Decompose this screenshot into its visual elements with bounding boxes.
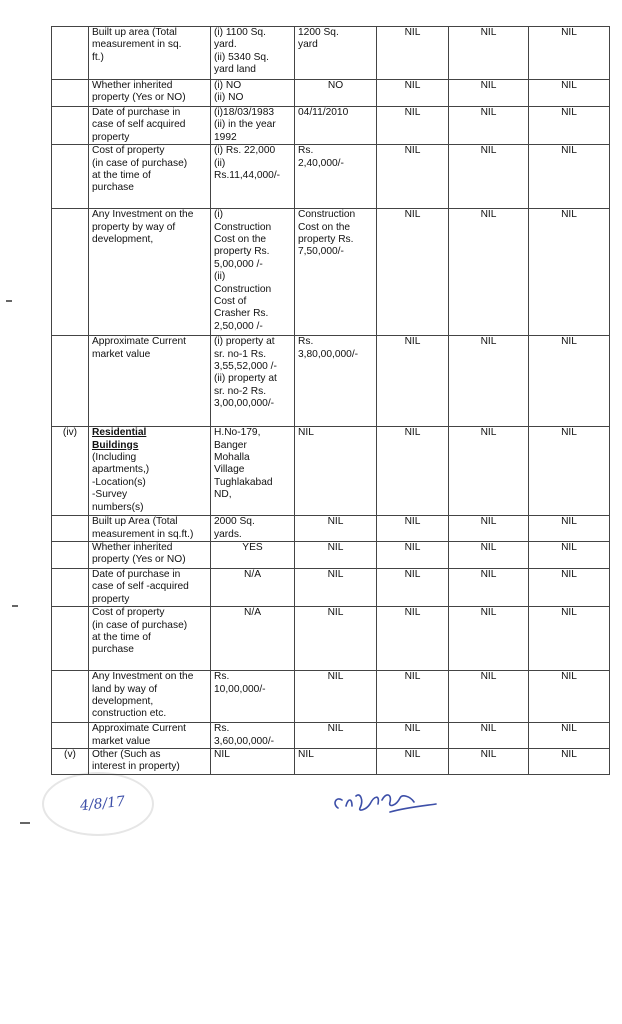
serial-cell xyxy=(52,107,89,145)
dependent-value-cell: NIL xyxy=(529,516,610,542)
value-cell-self xyxy=(211,80,295,107)
value-cell-self xyxy=(211,542,295,569)
dependent-value-cell: NIL xyxy=(377,27,449,80)
description-cell-line: construction etc. xyxy=(92,708,167,720)
dependent-value-cell: NIL xyxy=(529,427,610,516)
value-cell-self xyxy=(211,723,295,749)
dependent-value-cell: NIL xyxy=(529,27,610,80)
value-cell-self-line: Village xyxy=(214,464,245,476)
value-cell-spouse-line: Construction xyxy=(298,209,356,221)
description-cell-line: market value xyxy=(92,735,151,747)
serial-cell xyxy=(52,569,89,607)
value-cell-spouse-line: NIL xyxy=(298,427,314,439)
value-cell-self-line: (i) property at xyxy=(214,336,275,348)
serial-cell xyxy=(52,80,89,107)
value-cell-spouse-line: Rs. xyxy=(298,145,314,157)
value-cell-self-line: yard land xyxy=(214,64,256,76)
value-cell-spouse-line: yard xyxy=(298,39,318,51)
table-row xyxy=(52,749,610,775)
serial-cell xyxy=(52,209,89,336)
description-cell-line: Built up area (Total xyxy=(92,27,177,38)
value-cell-self-line: (ii) 5340 Sq. xyxy=(214,51,269,63)
dependent-value-cell: NIL xyxy=(377,209,449,336)
value-cell-spouse xyxy=(295,569,377,607)
dependent-value-cell: NIL xyxy=(449,542,529,569)
description-cell xyxy=(89,723,211,749)
dependent-value-cell: NIL xyxy=(449,336,529,427)
value-cell-spouse xyxy=(295,427,377,516)
serial-cell xyxy=(52,145,89,209)
section-heading: Residential xyxy=(92,427,147,439)
description-cell-line: Any Investment on the xyxy=(92,671,194,683)
value-cell-self-line: sr. no-1 Rs. xyxy=(214,348,267,360)
value-cell-spouse-line: 3,80,00,000/- xyxy=(298,348,359,360)
value-cell-self-line: ND, xyxy=(214,489,232,501)
value-cell-self xyxy=(211,569,295,607)
serial-cell xyxy=(52,723,89,749)
description-cell-line: case of self -acquired xyxy=(92,581,189,593)
description-cell xyxy=(89,336,211,427)
description-cell-line: Built up Area (Total xyxy=(92,516,178,528)
dependent-value-cell: NIL xyxy=(449,607,529,671)
dependent-value-cell: NIL xyxy=(377,569,449,607)
value-cell-self-line: (i) NO xyxy=(214,80,242,91)
description-cell-line: market value xyxy=(92,348,151,360)
serial-cell: (v) xyxy=(52,749,89,775)
description-cell-line: Whether inherited xyxy=(92,542,173,554)
value-cell-self-line: 5,00,000 /- xyxy=(214,258,263,270)
serial-cell xyxy=(52,671,89,723)
value-cell-self-line: (i) 1100 Sq. xyxy=(214,27,266,38)
serial-cell xyxy=(52,27,89,80)
table-row xyxy=(52,542,610,569)
value-cell-self xyxy=(211,209,295,336)
description-cell xyxy=(89,749,211,775)
description-cell-line: development, xyxy=(92,234,154,246)
description-cell xyxy=(89,107,211,145)
dependent-value-cell: NIL xyxy=(529,336,610,427)
description-cell-line: (in case of purchase) xyxy=(92,157,188,169)
description-cell xyxy=(89,542,211,569)
value-cell-self xyxy=(211,427,295,516)
dependent-value-cell: NIL xyxy=(377,749,449,775)
description-cell-line: land by way of xyxy=(92,683,158,695)
description-cell-line: property (Yes or NO) xyxy=(92,92,186,104)
value-cell-spouse xyxy=(295,607,377,671)
description-cell-line: interest in property) xyxy=(92,761,180,773)
dependent-value-cell: NIL xyxy=(377,516,449,542)
signature xyxy=(330,786,440,822)
description-cell xyxy=(89,569,211,607)
value-cell-self-line: Cost on the xyxy=(214,234,267,246)
value-cell-spouse-line: 7,50,000/- xyxy=(298,246,344,258)
table-row xyxy=(52,607,610,671)
value-cell-self-line: (ii) in the year xyxy=(214,119,276,131)
value-cell-self-line: (ii) NO xyxy=(214,92,244,104)
dependent-value-cell: NIL xyxy=(377,723,449,749)
dependent-value-cell: NIL xyxy=(377,336,449,427)
margin-mark xyxy=(6,300,12,302)
table-row xyxy=(52,516,610,542)
dependent-value-cell: NIL xyxy=(529,723,610,749)
dependent-value-cell: NIL xyxy=(377,427,449,516)
description-cell xyxy=(89,516,211,542)
value-cell-spouse-line: NIL xyxy=(327,516,344,528)
value-cell-spouse xyxy=(295,516,377,542)
table-row xyxy=(52,427,610,516)
value-cell-self xyxy=(211,27,295,80)
description-cell-line: ft.) xyxy=(92,51,104,63)
value-cell-self xyxy=(211,749,295,775)
value-cell-self-line: YES xyxy=(242,542,263,554)
dependent-value-cell: NIL xyxy=(449,671,529,723)
value-cell-spouse-line: Rs. xyxy=(298,336,314,348)
value-cell-self-line: 10,00,000/- xyxy=(214,683,266,695)
table-row xyxy=(52,569,610,607)
value-cell-self-line: Crasher Rs. xyxy=(214,308,269,320)
description-cell-line: Cost of property xyxy=(92,607,165,619)
description-cell xyxy=(89,27,211,80)
serial-cell xyxy=(52,336,89,427)
dependent-value-cell: NIL xyxy=(529,607,610,671)
value-cell-self xyxy=(211,671,295,723)
margin-mark xyxy=(12,605,18,607)
value-cell-self-line: (ii) xyxy=(214,271,226,283)
table-row xyxy=(52,336,610,427)
value-cell-spouse-line: Cost on the xyxy=(298,221,351,233)
description-cell-line: Whether inherited xyxy=(92,80,173,91)
dependent-value-cell: NIL xyxy=(377,542,449,569)
value-cell-self-line: 3,55,52,000 /- xyxy=(214,361,277,373)
dependent-value-cell: NIL xyxy=(449,569,529,607)
dependent-value-cell: NIL xyxy=(377,671,449,723)
value-cell-spouse-line: NIL xyxy=(327,607,344,619)
value-cell-self-line: (ii) property at xyxy=(214,373,277,385)
serial-cell xyxy=(52,516,89,542)
dependent-value-cell: NIL xyxy=(449,209,529,336)
description-cell-line: Any Investment on the xyxy=(92,209,194,221)
description-cell-line: apartments,) xyxy=(92,464,150,476)
description-cell-line: Date of purchase in xyxy=(92,107,181,118)
dependent-value-cell: NIL xyxy=(529,569,610,607)
value-cell-self xyxy=(211,607,295,671)
description-cell-line: (in case of purchase) xyxy=(92,619,188,631)
table-row xyxy=(52,723,610,749)
value-cell-self-line: Construction xyxy=(214,283,272,295)
value-cell-spouse-line: NO xyxy=(327,80,344,91)
value-cell-spouse-line: 2,40,000/- xyxy=(298,157,344,169)
value-cell-self-line: Construction xyxy=(214,221,272,233)
value-cell-self-line: 3,60,00,000/- xyxy=(214,735,275,747)
description-cell-line: -Survey xyxy=(92,489,128,501)
table-row xyxy=(52,209,610,336)
description-cell-line: Other (Such as xyxy=(92,749,161,761)
dependent-value-cell: NIL xyxy=(529,749,610,775)
description-cell-line: Date of purchase in xyxy=(92,569,181,581)
description-cell-line: purchase xyxy=(92,182,134,194)
description-cell-line: Approximate Current xyxy=(92,723,186,735)
value-cell-self xyxy=(211,516,295,542)
dependent-value-cell: NIL xyxy=(529,80,610,107)
description-cell xyxy=(89,427,211,516)
value-cell-spouse xyxy=(295,145,377,209)
description-cell-line: purchase xyxy=(92,644,134,656)
value-cell-spouse xyxy=(295,107,377,145)
value-cell-spouse xyxy=(295,336,377,427)
value-cell-self-line: N/A xyxy=(244,569,261,581)
handwritten-date: 4/8/17 xyxy=(79,793,126,815)
dependent-value-cell: NIL xyxy=(449,749,529,775)
dependent-value-cell: NIL xyxy=(449,107,529,145)
value-cell-self-line: sr. no-2 Rs. xyxy=(214,385,267,397)
value-cell-spouse xyxy=(295,671,377,723)
description-cell-line: property xyxy=(92,131,130,143)
value-cell-self-line: Rs. xyxy=(214,671,230,683)
dependent-value-cell: NIL xyxy=(529,145,610,209)
description-cell-line: measurement in sq. xyxy=(92,39,182,51)
value-cell-self-line: 2,50,000 /- xyxy=(214,320,263,332)
table-row xyxy=(52,107,610,145)
dependent-value-cell: NIL xyxy=(377,107,449,145)
description-cell-line: (Including xyxy=(92,452,137,464)
value-cell-self xyxy=(211,107,295,145)
description-cell-line: Cost of property xyxy=(92,145,165,157)
table-row xyxy=(52,80,610,107)
description-cell xyxy=(89,209,211,336)
description-cell xyxy=(89,145,211,209)
value-cell-self-line: yard. xyxy=(214,39,237,51)
margin-mark xyxy=(20,822,30,824)
value-cell-self xyxy=(211,145,295,209)
dependent-value-cell: NIL xyxy=(377,80,449,107)
dependent-value-cell: NIL xyxy=(529,107,610,145)
description-cell-line: measurement in sq.ft.) xyxy=(92,528,194,540)
value-cell-self-line: yards. xyxy=(214,528,242,540)
value-cell-spouse-line: NIL xyxy=(327,723,344,735)
table-row xyxy=(52,671,610,723)
value-cell-spouse-line: 1200 Sq. xyxy=(298,27,339,38)
value-cell-spouse-line: property Rs. xyxy=(298,234,354,246)
serial-cell xyxy=(52,542,89,569)
value-cell-spouse-line: NIL xyxy=(327,569,344,581)
value-cell-spouse xyxy=(295,749,377,775)
value-cell-spouse-line: NIL xyxy=(298,749,314,761)
dependent-value-cell: NIL xyxy=(449,145,529,209)
value-cell-self-line: H.No-179, xyxy=(214,427,261,439)
dependent-value-cell: NIL xyxy=(449,723,529,749)
description-cell-line: property xyxy=(92,593,130,605)
value-cell-spouse-line: NIL xyxy=(327,671,344,683)
table-body xyxy=(52,27,610,775)
value-cell-self-line: Mohalla xyxy=(214,452,250,464)
value-cell-self-line: property Rs. xyxy=(214,246,270,258)
value-cell-self xyxy=(211,336,295,427)
description-cell-line: case of self acquired xyxy=(92,119,186,131)
description-cell-line: numbers(s) xyxy=(92,501,144,513)
value-cell-spouse-line: NIL xyxy=(327,542,344,554)
dependent-value-cell: NIL xyxy=(377,145,449,209)
dependent-value-cell: NIL xyxy=(529,671,610,723)
value-cell-self-line: (ii) xyxy=(214,157,226,169)
value-cell-self-line: Cost of xyxy=(214,296,247,308)
description-cell-line: Approximate Current xyxy=(92,336,186,348)
value-cell-self-line: 3,00,00,000/- xyxy=(214,398,275,410)
asset-declaration-table xyxy=(51,26,610,775)
serial-cell: (iv) xyxy=(52,427,89,516)
value-cell-self-line: 2000 Sq. xyxy=(214,516,255,528)
value-cell-self-line: NIL xyxy=(214,749,230,761)
value-cell-spouse xyxy=(295,27,377,80)
section-heading: Buildings xyxy=(92,439,139,451)
dependent-value-cell: NIL xyxy=(449,427,529,516)
value-cell-self-line: Rs. xyxy=(214,723,230,735)
table-row xyxy=(52,27,610,80)
value-cell-self-line: N/A xyxy=(244,607,261,619)
description-cell-line: at the time of xyxy=(92,632,151,644)
value-cell-self-line: (i) Rs. 22,000 xyxy=(214,145,276,157)
value-cell-self-line: 1992 xyxy=(214,131,237,143)
value-cell-self-line: (i) xyxy=(214,209,224,221)
description-cell-line: -Location(s) xyxy=(92,476,146,488)
value-cell-spouse xyxy=(295,542,377,569)
dependent-value-cell: NIL xyxy=(529,209,610,336)
value-cell-spouse-line: 04/11/2010 xyxy=(298,107,349,118)
value-cell-self-line: Tughlakabad xyxy=(214,476,273,488)
value-cell-self-line: Rs.11,44,000/- xyxy=(214,170,281,182)
description-cell xyxy=(89,671,211,723)
dependent-value-cell: NIL xyxy=(377,607,449,671)
value-cell-spouse xyxy=(295,723,377,749)
dependent-value-cell: NIL xyxy=(449,80,529,107)
value-cell-spouse xyxy=(295,209,377,336)
table-row xyxy=(52,145,610,209)
value-cell-spouse xyxy=(295,80,377,107)
description-cell xyxy=(89,607,211,671)
dependent-value-cell: NIL xyxy=(449,27,529,80)
dependent-value-cell: NIL xyxy=(449,516,529,542)
description-cell xyxy=(89,80,211,107)
description-cell-line: at the time of xyxy=(92,170,151,182)
description-cell-line: property by way of xyxy=(92,221,176,233)
value-cell-self-line: (i)18/03/1983 xyxy=(214,107,275,118)
description-cell-line: property (Yes or NO) xyxy=(92,554,186,566)
serial-cell xyxy=(52,607,89,671)
description-cell-line: development, xyxy=(92,696,154,708)
value-cell-self-line: Banger xyxy=(214,439,247,451)
dependent-value-cell: NIL xyxy=(529,542,610,569)
